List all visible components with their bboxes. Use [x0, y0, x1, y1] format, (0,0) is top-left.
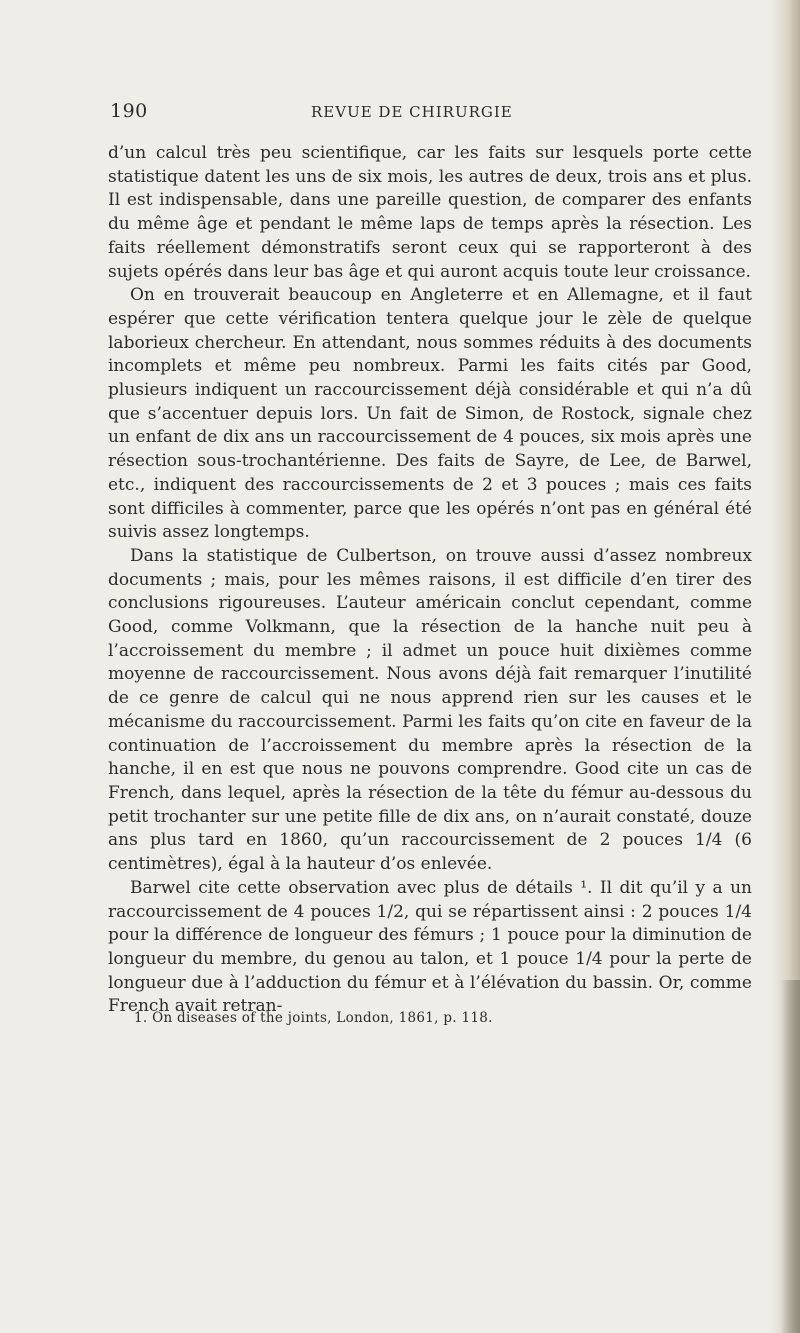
- footnote: 1. On diseases of the joints, London, 1861, p. 118.: [134, 1010, 493, 1026]
- paragraph-4: Barwel cite cette observation avec plus de détails ¹. Il dit qu’il y a un raccourcissement de 4 pouces 1/2, qui se répartissent ainsi : 2 pouces 1/4 pour la différence de longueur des fémurs ; 1 pouce pour la diminution de longueur du membre, du genou au talon, et 1 pouce 1/4 pour la perte de longueur due à l’adduction du fémur et à l’élévation du bassin. Or, comme French avait retran-: [108, 877, 752, 1017]
- body-text: [108, 142, 752, 1019]
- paragraph-1: d’un calcul très peu scientifique, car les faits sur lesquels porte cette statistique datent les uns de six mois, les autres de deux, trois ans et plus. Il est indispensable, dans une pareille question, de comparer des enfants du même âge et pendant le même laps de temps après la résection. Les faits réellement démonstratifs seront ceux qui se rapporteront à des sujets opérés dans leur bas âge et qui auront acquis toute leur croissance.: [108, 143, 752, 282]
- page-edge-dark: [780, 980, 800, 1333]
- paragraph-3: Dans la statistique de Culbertson, on trouve aussi d’assez nombreux documents ; mais, pour les mêmes raisons, il est difficile d’en tirer des conclusions rigoureuses. L’auteur américain conclut cependant, comme Good, comme Volkmann, que la résection de la hanche nuit peu à l’accroissement du membre ; il admet un pouce huit dixièmes comme moyenne de raccourcissement. Nous avons déjà fait remarquer l’inutilité de ce genre de calcul qui ne nous apprend rien sur les causes et le mécanisme du raccourcissement. Parmi les faits qu’on cite en faveur de la continuation de l’accroissement du membre après la résection de la hanche, il en est que nous ne pouvons comprendre. Good cite un cas de French, dans lequel, après la résection de la tête du fémur au-dessous du petit trochanter sur une petite fille de dix ans, on n’aurait constaté, douze ans plus tard en 1860, qu’un raccourcissement de 2 pouces 1/4 (6 centimètres), égal à la hauteur d’os enlevée.: [108, 545, 752, 875]
- page-header: [110, 100, 750, 124]
- running-title: REVUE DE CHIRURGIE: [311, 103, 513, 121]
- paragraph-2: On en trouverait beaucoup en Angleterre et en Allemagne, et il faut espérer que cette vérification tentera quelque jour le zèle de quelque laborieux chercheur. En attendant, nous sommes réduits à des documents incomplets et même peu nombreux. Parmi les faits cités par Good, plusieurs indiquent un raccourcissement déjà considérable et qui n’a dû que s’accentuer depuis lors. Un fait de Simon, de Rostock, signale chez un enfant de dix ans un raccourcissement de 4 pouces, six mois après une résection sous-trochantérienne. Des faits de Sayre, de Lee, de Barwel, etc., indiquent des raccourcissements de 2 et 3 pouces ; mais ces faits sont difficiles à commenter, parce que les opérés n’ont pas en général été suivis assez longtemps.: [108, 285, 752, 543]
- page-number: 190: [110, 100, 148, 122]
